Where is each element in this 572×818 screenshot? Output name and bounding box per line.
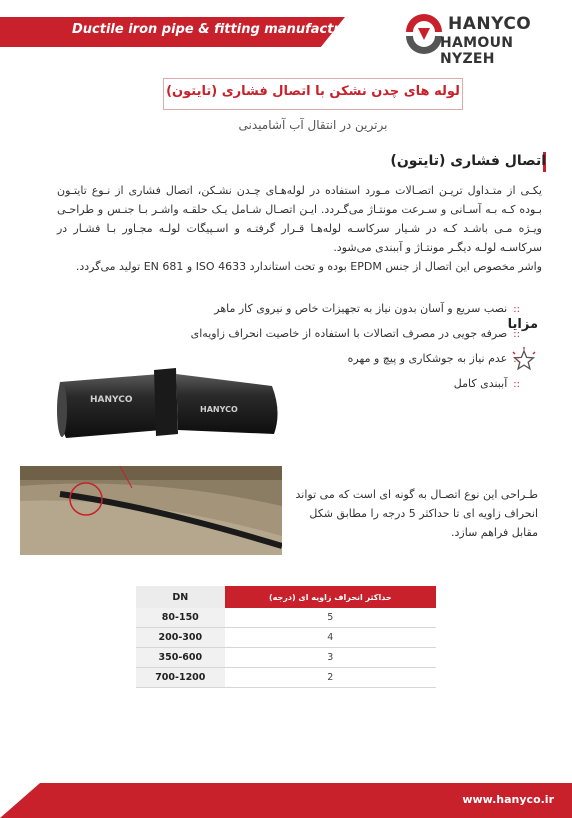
cell-dn: 200-300 (136, 628, 225, 648)
bullet-icon: :: (513, 329, 520, 340)
section-heading: اتصال فشاری (تایتون) (390, 153, 546, 169)
section-paragraph: یکـی از متـداول تریـن اتصـالات مـورد استفاده در لوله‌هـای چـدن نشـکن، اتصال فشاری از نـوع تایتـون بـوده کـه بـه آسـانی و سـرعت مونتـاژ می‌گـردد. ایـن اتصـال شـامل یـک حلقـه واشـر بـا جنـس و طراحـی ویـژه مـی باشـد کـه در شـیار سرکاسـه لوله‌هـا قـرار گرفتـه و اسـپیگات لولـه مجـاور بـا فشـار در سرکاسـه لولـه دیگـر مونتـاژ و آببندی می‌شود. (57, 184, 542, 254)
tagline: Ductile iron pipe & fitting manufacturer (72, 22, 365, 37)
benefit-text: آببندی کامل (453, 377, 508, 390)
list-item (140, 296, 520, 321)
table-row (136, 648, 436, 668)
brand-name: HANYCO (448, 14, 532, 34)
bullet-icon: :: (513, 379, 520, 390)
cell-dn: 80-150 (136, 608, 225, 628)
benefits-title: مزایا (507, 317, 538, 332)
pipe-label-right: HANYCO (200, 405, 238, 414)
table-row (136, 668, 436, 688)
benefit-text: عدم نیاز به جوشکاری و پیچ و مهره (347, 352, 508, 365)
table-row (136, 608, 436, 628)
table-row (136, 628, 436, 648)
cell-dn: 700-1200 (136, 668, 225, 688)
section-paragraph-2: واشر مخصوص این اتصال از جنس EPDM بوده و تحت استاندارد ISO 4633 و EN 681 تولید می‌گردد. (75, 260, 542, 273)
column-header-angle: حداکثر انحراف زاویه ای (درجه) (225, 586, 436, 608)
angle-caption: طـراحی این نوع اتصـال به گونه ای است که می تواند انحراف زاویه ای تا حداکثر 5 درجه را مطابق شکل مقابل فراهم سازد. (295, 488, 538, 539)
page-header (0, 0, 572, 67)
website-link[interactable]: www.hanyco.ir (462, 793, 554, 806)
trench-photo (20, 466, 282, 555)
deflection-table (136, 586, 436, 688)
cell-dn: 350-600 (136, 648, 225, 668)
cell-angle: 3 (225, 648, 436, 668)
pipe-label-left: HANYCO (90, 395, 133, 405)
cell-angle: 4 (225, 628, 436, 648)
column-header-dn: DN (136, 586, 225, 608)
list-item (140, 321, 520, 346)
bullet-icon: :: (513, 304, 520, 315)
benefit-text: نصب سریع و آسان بدون نیاز به تجهیزات خاص و نیروی کار ماهر (214, 302, 508, 315)
page-title: لوله های چدن نشکن با اتصال فشاری (تایتون) (166, 84, 460, 99)
page-subtitle: برترین در انتقال آب آشامیدنی (238, 118, 388, 132)
brand-subtitle: HAMOUN NYZEH (440, 35, 514, 67)
cell-angle: 5 (225, 608, 436, 628)
bullet-icon: :: (513, 354, 520, 365)
cell-angle: 2 (225, 668, 436, 688)
benefit-text: صرفه جویی در مصرف اتصالات با استفاده از خاصیت انحراف زاویه‌ای (190, 327, 508, 340)
pipe-joint-image (50, 368, 280, 440)
